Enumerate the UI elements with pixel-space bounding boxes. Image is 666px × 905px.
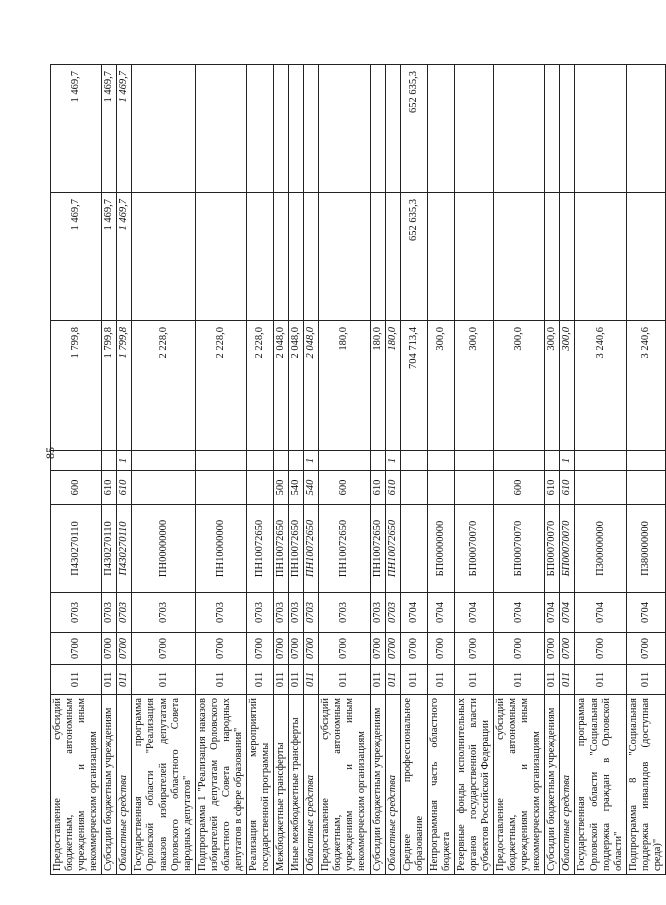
cell-amount-year-1: 300,0 [454, 321, 493, 451]
cell-target-article: ПН10000000 [195, 505, 246, 593]
cell-section-code: 0700 [117, 633, 132, 665]
cell-amount-year-3: 1 469,7 [51, 65, 102, 193]
cell-target-article: ПН10072650 [289, 505, 304, 593]
cell-subsection-code: 0703 [304, 593, 319, 633]
cell-amount-year-1: 2 048,0 [289, 321, 304, 451]
cell-fund-source [246, 451, 273, 471]
cell-admin-code: 011 [304, 665, 319, 695]
budget-table [50, 64, 666, 875]
cell-amount-year-2: 1 469,7 [102, 193, 117, 321]
cell-target-article: БП00000000 [427, 505, 454, 593]
cell-section-code: 0700 [454, 633, 493, 665]
cell-expense-type [195, 471, 246, 505]
cell-admin-code: 011 [274, 665, 289, 695]
table-row [400, 65, 427, 875]
cell-amount-year-2 [132, 193, 195, 321]
cell-section-code: 0700 [575, 633, 626, 665]
cell-amount-year-1: 1 799,8 [117, 321, 132, 451]
cell-target-article: ПН10072650 [274, 505, 289, 593]
cell-amount-year-3 [289, 65, 304, 193]
cell-target-article: БП00070070 [560, 505, 575, 593]
cell-target-article: ПН10072650 [370, 505, 385, 593]
cell-amount-year-2 [626, 193, 665, 321]
cell-admin-code: 011 [454, 665, 493, 695]
cell-amount-year-2 [494, 193, 545, 321]
cell-amount-year-3: 1 469,7 [117, 65, 132, 193]
cell-amount-year-2 [304, 193, 319, 321]
cell-target-article: П380000000 [626, 505, 665, 593]
cell-target-article: ПН00000000 [132, 505, 195, 593]
cell-item-name: Подпрограмма 1 "Реализация наказов избирателей депутатам Орловского областного Совета народных депутатов в сфере образования" [195, 695, 246, 875]
cell-item-name: Государственная программа Орловской области "Социальная поддержка граждан в Орловской области" [575, 695, 626, 875]
cell-expense-type: 610 [385, 471, 400, 505]
cell-section-code: 0700 [51, 633, 102, 665]
cell-amount-year-3 [304, 65, 319, 193]
cell-admin-code: 011 [427, 665, 454, 695]
cell-expense-type: 600 [319, 471, 370, 505]
cell-admin-code: 011 [370, 665, 385, 695]
cell-amount-year-3 [246, 65, 273, 193]
cell-amount-year-3 [454, 65, 493, 193]
cell-amount-year-3: 1 469,7 [102, 65, 117, 193]
cell-amount-year-2 [319, 193, 370, 321]
cell-admin-code: 011 [494, 665, 545, 695]
cell-amount-year-1: 180,0 [370, 321, 385, 451]
cell-admin-code: 011 [545, 665, 560, 695]
cell-fund-source [274, 451, 289, 471]
cell-amount-year-2 [370, 193, 385, 321]
cell-admin-code: 011 [385, 665, 400, 695]
table-row [319, 65, 370, 875]
table-row [195, 65, 246, 875]
cell-section-code: 0700 [274, 633, 289, 665]
table-row [304, 65, 319, 875]
cell-section-code: 0700 [304, 633, 319, 665]
table-row [117, 65, 132, 875]
table-row [545, 65, 560, 875]
cell-fund-source [626, 451, 665, 471]
table-row [385, 65, 400, 875]
cell-expense-type: 610 [560, 471, 575, 505]
cell-amount-year-3 [575, 65, 626, 193]
cell-target-article: П430270110 [117, 505, 132, 593]
cell-amount-year-1: 3 240,6 [575, 321, 626, 451]
table-row [246, 65, 273, 875]
cell-amount-year-1: 2 228,0 [246, 321, 273, 451]
cell-fund-source: 1 [560, 451, 575, 471]
cell-target-article: П430270110 [102, 505, 117, 593]
cell-admin-code: 011 [400, 665, 427, 695]
cell-amount-year-1: 300,0 [494, 321, 545, 451]
cell-item-name: Среднее профессиональное образование [400, 695, 427, 875]
cell-amount-year-2 [454, 193, 493, 321]
cell-fund-source [289, 451, 304, 471]
cell-subsection-code: 0703 [289, 593, 304, 633]
cell-item-name: Межбюджетные трансферты [274, 695, 289, 875]
cell-amount-year-3 [132, 65, 195, 193]
cell-target-article: ПН10072650 [385, 505, 400, 593]
cell-fund-source: 1 [385, 451, 400, 471]
cell-amount-year-1: 704 713,4 [400, 321, 427, 451]
cell-section-code: 0700 [370, 633, 385, 665]
cell-expense-type: 600 [494, 471, 545, 505]
cell-subsection-code: 0703 [51, 593, 102, 633]
cell-subsection-code: 0703 [102, 593, 117, 633]
cell-subsection-code: 0704 [545, 593, 560, 633]
cell-item-name: Областные средства [560, 695, 575, 875]
cell-admin-code: 011 [102, 665, 117, 695]
cell-amount-year-3 [370, 65, 385, 193]
cell-target-article: ПН10072650 [304, 505, 319, 593]
cell-amount-year-1: 180,0 [385, 321, 400, 451]
table-row [560, 65, 575, 875]
cell-subsection-code: 0703 [385, 593, 400, 633]
cell-expense-type [575, 471, 626, 505]
cell-target-article [400, 505, 427, 593]
cell-item-name: Областные средства [117, 695, 132, 875]
cell-amount-year-1: 300,0 [560, 321, 575, 451]
cell-section-code: 0700 [246, 633, 273, 665]
cell-amount-year-1: 1 799,8 [102, 321, 117, 451]
cell-amount-year-1: 2 228,0 [195, 321, 246, 451]
cell-admin-code: 011 [51, 665, 102, 695]
table-row [427, 65, 454, 875]
cell-fund-source [545, 451, 560, 471]
cell-section-code: 0700 [560, 633, 575, 665]
cell-fund-source [575, 451, 626, 471]
cell-target-article: ПН10072650 [246, 505, 273, 593]
cell-fund-source [319, 451, 370, 471]
cell-fund-source [494, 451, 545, 471]
cell-item-name: Резервные фонды исполнительных органов государственной власти субъектов Российской Федерации [454, 695, 493, 875]
cell-amount-year-2 [427, 193, 454, 321]
cell-expense-type [626, 471, 665, 505]
cell-section-code: 0700 [132, 633, 195, 665]
cell-target-article: БП00070070 [545, 505, 560, 593]
cell-amount-year-1: 180,0 [319, 321, 370, 451]
cell-amount-year-2 [274, 193, 289, 321]
table-row [575, 65, 626, 875]
cell-section-code: 0700 [545, 633, 560, 665]
budget-table-frame [50, 65, 663, 875]
table-row [289, 65, 304, 875]
cell-item-name: Областные средства [385, 695, 400, 875]
cell-expense-type: 610 [545, 471, 560, 505]
cell-expense-type: 600 [51, 471, 102, 505]
cell-expense-type [454, 471, 493, 505]
cell-amount-year-2 [560, 193, 575, 321]
page-number: 85 [43, 447, 57, 459]
table-row [102, 65, 117, 875]
cell-expense-type [246, 471, 273, 505]
cell-fund-source [132, 451, 195, 471]
cell-fund-source [102, 451, 117, 471]
cell-subsection-code: 0703 [319, 593, 370, 633]
cell-admin-code: 011 [319, 665, 370, 695]
cell-item-name: Субсидии бюджетным учреждениям [545, 695, 560, 875]
cell-amount-year-2 [575, 193, 626, 321]
cell-subsection-code: 0704 [575, 593, 626, 633]
cell-admin-code: 011 [560, 665, 575, 695]
table-row [274, 65, 289, 875]
cell-subsection-code: 0704 [560, 593, 575, 633]
cell-amount-year-2: 652 635,3 [400, 193, 427, 321]
cell-amount-year-3 [195, 65, 246, 193]
cell-target-article: БП00070070 [494, 505, 545, 593]
cell-fund-source: 1 [304, 451, 319, 471]
cell-amount-year-3 [427, 65, 454, 193]
cell-amount-year-3 [545, 65, 560, 193]
cell-item-name: Непрограммная часть областного бюджета [427, 695, 454, 875]
cell-subsection-code: 0703 [246, 593, 273, 633]
cell-item-name: Субсидии бюджетным учреждениям [370, 695, 385, 875]
cell-expense-type: 540 [289, 471, 304, 505]
cell-amount-year-1: 2 048,0 [304, 321, 319, 451]
cell-subsection-code: 0704 [454, 593, 493, 633]
table-row [370, 65, 385, 875]
cell-amount-year-2 [246, 193, 273, 321]
table-row [494, 65, 545, 875]
cell-subsection-code: 0704 [626, 593, 665, 633]
cell-amount-year-3 [626, 65, 665, 193]
cell-section-code: 0700 [385, 633, 400, 665]
cell-item-name: Реализация мероприятий государственной программы [246, 695, 273, 875]
cell-item-name: Областные средства [304, 695, 319, 875]
cell-admin-code: 011 [195, 665, 246, 695]
cell-fund-source [370, 451, 385, 471]
cell-item-name: Предоставление субсидий бюджетным, автономным учреждениям и иным некоммерческим организациям [319, 695, 370, 875]
cell-amount-year-3 [274, 65, 289, 193]
cell-admin-code: 011 [117, 665, 132, 695]
table-row [132, 65, 195, 875]
cell-expense-type: 500 [274, 471, 289, 505]
cell-amount-year-2 [545, 193, 560, 321]
table-row [454, 65, 493, 875]
cell-amount-year-1: 2 048,0 [274, 321, 289, 451]
cell-amount-year-3 [560, 65, 575, 193]
table-row [626, 65, 665, 875]
cell-fund-source [400, 451, 427, 471]
cell-amount-year-1: 300,0 [545, 321, 560, 451]
cell-expense-type [427, 471, 454, 505]
cell-subsection-code: 0703 [370, 593, 385, 633]
cell-item-name: Подпрограмма 8 "Социальная поддержка инвалидов (доступная среда)" [626, 695, 665, 875]
cell-fund-source [51, 451, 102, 471]
cell-subsection-code: 0704 [400, 593, 427, 633]
cell-amount-year-3 [319, 65, 370, 193]
cell-section-code: 0700 [195, 633, 246, 665]
cell-expense-type [400, 471, 427, 505]
cell-admin-code: 011 [626, 665, 665, 695]
cell-fund-source: 1 [117, 451, 132, 471]
cell-amount-year-3: 652 635,3 [400, 65, 427, 193]
cell-expense-type: 610 [370, 471, 385, 505]
cell-expense-type: 610 [117, 471, 132, 505]
cell-section-code: 0700 [319, 633, 370, 665]
cell-target-article: П430270110 [51, 505, 102, 593]
cell-item-name: Субсидии бюджетным учреждениям [102, 695, 117, 875]
cell-subsection-code: 0703 [274, 593, 289, 633]
cell-amount-year-2 [289, 193, 304, 321]
cell-section-code: 0700 [289, 633, 304, 665]
cell-amount-year-1: 300,0 [427, 321, 454, 451]
cell-target-article: БП00070070 [454, 505, 493, 593]
cell-subsection-code: 0704 [427, 593, 454, 633]
cell-amount-year-2 [195, 193, 246, 321]
cell-amount-year-2: 1 469,7 [51, 193, 102, 321]
cell-amount-year-1: 1 799,8 [51, 321, 102, 451]
cell-amount-year-3 [385, 65, 400, 193]
cell-amount-year-3 [494, 65, 545, 193]
cell-section-code: 0700 [102, 633, 117, 665]
cell-amount-year-2 [385, 193, 400, 321]
cell-fund-source [427, 451, 454, 471]
cell-subsection-code: 0703 [117, 593, 132, 633]
cell-section-code: 0700 [626, 633, 665, 665]
cell-item-name: Предоставление субсидий бюджетным, автономным учреждениям и иным некоммерческим организациям [51, 695, 102, 875]
cell-target-article: ПН10072650 [319, 505, 370, 593]
cell-section-code: 0700 [494, 633, 545, 665]
cell-expense-type [132, 471, 195, 505]
cell-subsection-code: 0704 [494, 593, 545, 633]
cell-fund-source [195, 451, 246, 471]
cell-item-name: Государственная программа Орловской области "Реализация наказов избирателей депутатам Орловского областного Совета народных депутатов" [132, 695, 195, 875]
cell-admin-code: 011 [575, 665, 626, 695]
cell-admin-code: 011 [246, 665, 273, 695]
cell-item-name: Предоставление субсидий бюджетным, автономным учреждениям и иным некоммерческим организациям [494, 695, 545, 875]
cell-expense-type: 540 [304, 471, 319, 505]
cell-item-name: Иные межбюджетные трансферты [289, 695, 304, 875]
cell-admin-code: 011 [289, 665, 304, 695]
cell-admin-code: 011 [132, 665, 195, 695]
cell-subsection-code: 0703 [132, 593, 195, 633]
table-row [51, 65, 102, 875]
cell-target-article: П300000000 [575, 505, 626, 593]
cell-section-code: 0700 [400, 633, 427, 665]
cell-amount-year-2: 1 469,7 [117, 193, 132, 321]
cell-expense-type: 610 [102, 471, 117, 505]
cell-amount-year-1: 3 240,6 [626, 321, 665, 451]
cell-section-code: 0700 [427, 633, 454, 665]
cell-amount-year-1: 2 228,0 [132, 321, 195, 451]
cell-subsection-code: 0703 [195, 593, 246, 633]
cell-fund-source [454, 451, 493, 471]
